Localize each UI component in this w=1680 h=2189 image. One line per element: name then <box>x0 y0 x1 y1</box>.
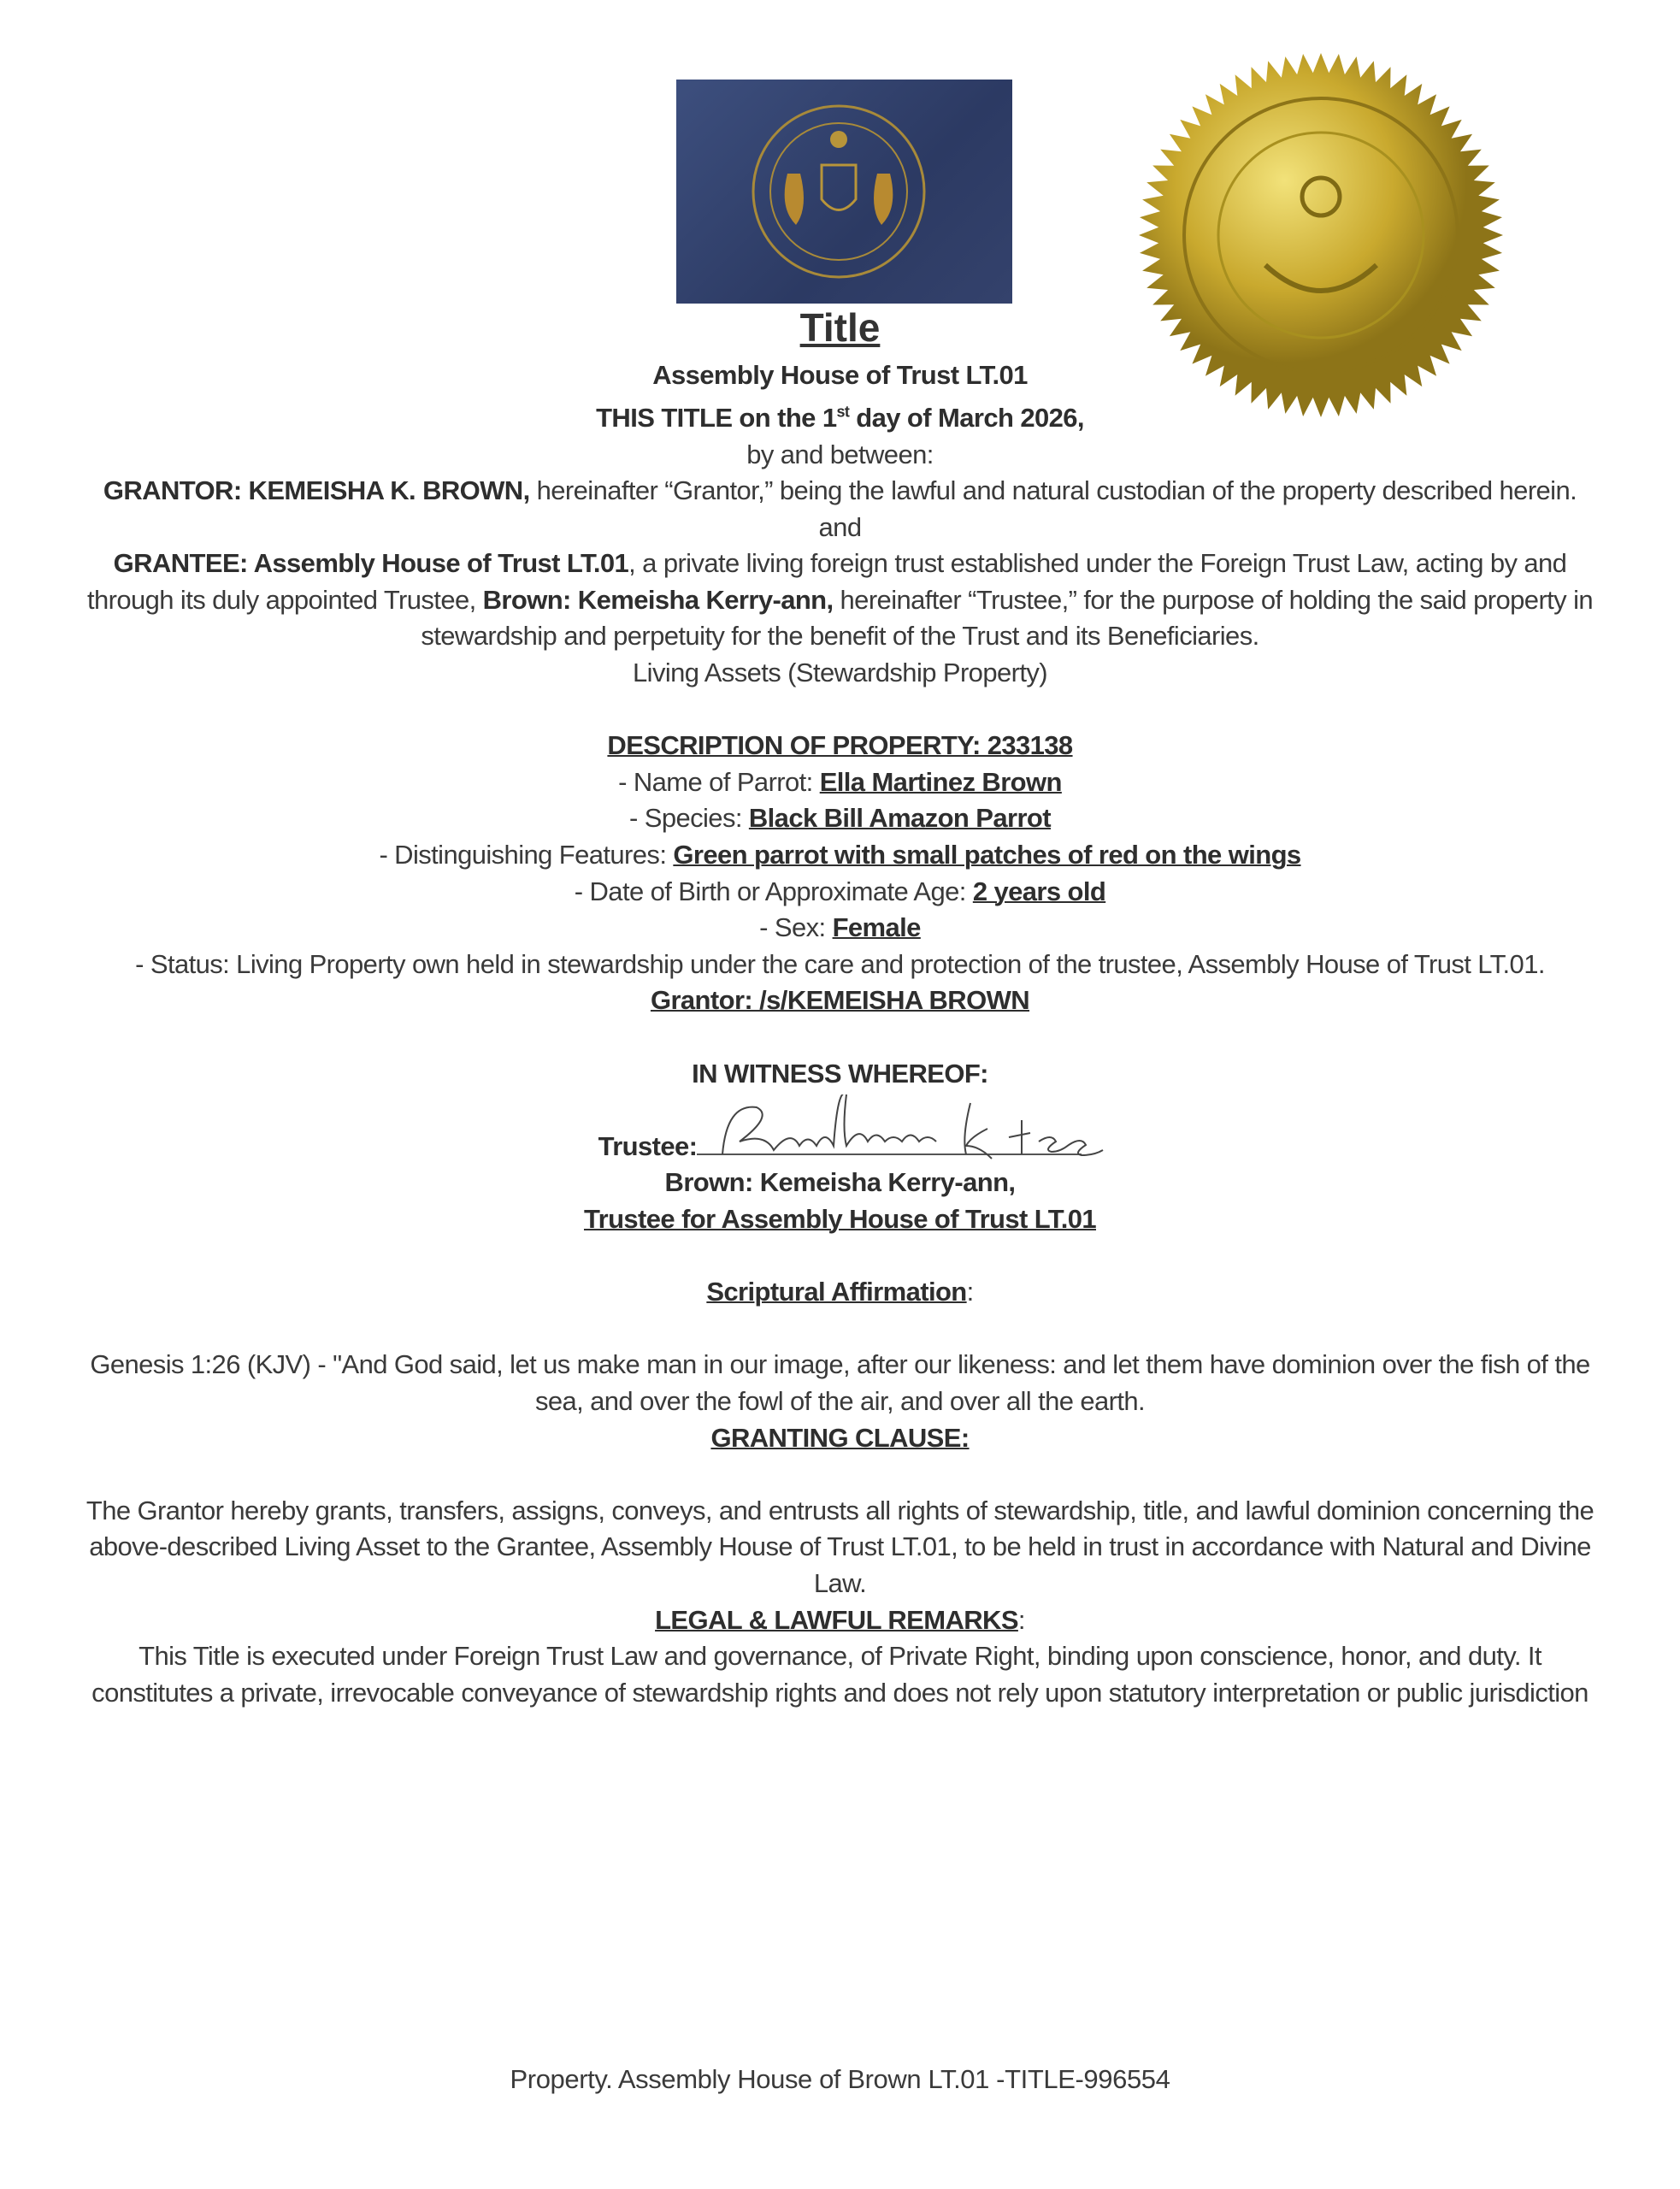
field-label: - Name of Parrot: <box>618 766 820 797</box>
by-and-between: by and between: <box>746 439 934 469</box>
granting-heading: GRANTING CLAUSE: <box>710 1422 970 1453</box>
status-line: - Status: Living Property own held in stewardship under the care and protection of the trustee, Assembly House of Trust LT.01. <box>135 948 1545 979</box>
scripture-heading: Scriptural Affirmation: <box>706 1277 974 1307</box>
legal-heading: LEGAL & LAWFUL REMARKS: <box>655 1604 1025 1635</box>
field-value: Black Bill Amazon Parrot <box>748 803 1051 834</box>
field-value: Green parrot with small patches of red on the wings <box>673 840 1301 870</box>
scripture-text: Genesis 1:26 (KJV) - "And God said, let us make man in our image, after our likeness: and let them have dominion over the fish of the sea, and over the fowl of the air, and over all the earth. <box>90 1349 1590 1416</box>
field-label: - Date of Birth or Approximate Age: <box>574 876 973 906</box>
property-field <box>77 837 1603 874</box>
granting-text: The Grantor hereby grants, transfers, assigns, conveys, and entrusts all rights of stewardship, title, and lawful dominion concerning the above-described Living Asset to the Grantee, Assembly House of Trust LT.01, to be held in trust in accordance with Natural and Divine Law. <box>85 1495 1595 1598</box>
property-field <box>77 764 1603 801</box>
legal-text: This Title is executed under Foreign Trust Law and governance, of Private Right, binding upon conscience, honor, and duty. It constitutes a private, irrevocable conveyance of stewardship rights and does not rely upon statutory interpretation or public jurisdiction <box>91 1641 1589 1708</box>
field-value: Female <box>832 912 921 943</box>
and-text: and <box>818 511 862 542</box>
trustee-name: Brown: Kemeisha Kerry-ann, <box>664 1167 1016 1198</box>
living-assets: Living Assets (Stewardship Property) <box>633 658 1047 688</box>
date-line: THIS TITLE on the 1st day of March 2026, <box>596 402 1084 433</box>
field-label: - Distinguishing Features: <box>379 840 674 870</box>
field-value: 2 years old <box>972 876 1106 906</box>
trust-flag-emblem <box>676 80 1012 304</box>
trust-name: Assembly House of Trust LT.01 <box>652 360 1028 390</box>
trustee-role: Trustee for Assembly House of Trust LT.01 <box>583 1203 1096 1234</box>
field-value: Ella Martinez Brown <box>819 766 1062 797</box>
property-field <box>77 874 1603 911</box>
handwritten-signature <box>714 1094 1124 1171</box>
field-label: - Sex: <box>759 912 833 943</box>
grantor-clause: GRANTOR: KEMEISHA K. BROWN, hereinafter “Grantor,” being the lawful and natural custodian of the property described herein. <box>103 475 1577 506</box>
footer-reference: Property. Assembly House of Brown LT.01 -TITLE-996554 <box>510 2064 1170 2094</box>
property-field <box>77 910 1603 947</box>
description-heading: DESCRIPTION OF PROPERTY: 233138 <box>607 730 1073 761</box>
grantor-signature: Grantor: /s/KEMEISHA BROWN <box>650 985 1030 1016</box>
property-field <box>77 800 1603 837</box>
grantee-clause: GRANTEE: Assembly House of Trust LT.01, a private living foreign trust established under the Foreign Trust Law, acting by and through its duly appointed Trustee, Brown: Kemeisha Kerry-ann, hereinafter “Trustee,” for the purpose of holding the said property in stewardship and perpetuity for the benefit of the Trust and its Beneficiaries. <box>86 548 1594 652</box>
document-title: Title <box>799 305 881 350</box>
trustee-signature-line: Trustee: <box>77 1129 1603 1165</box>
document-body <box>77 357 1603 1711</box>
field-label: - Species: <box>629 803 749 834</box>
witness-heading: IN WITNESS WHEREOF: <box>692 1058 988 1089</box>
